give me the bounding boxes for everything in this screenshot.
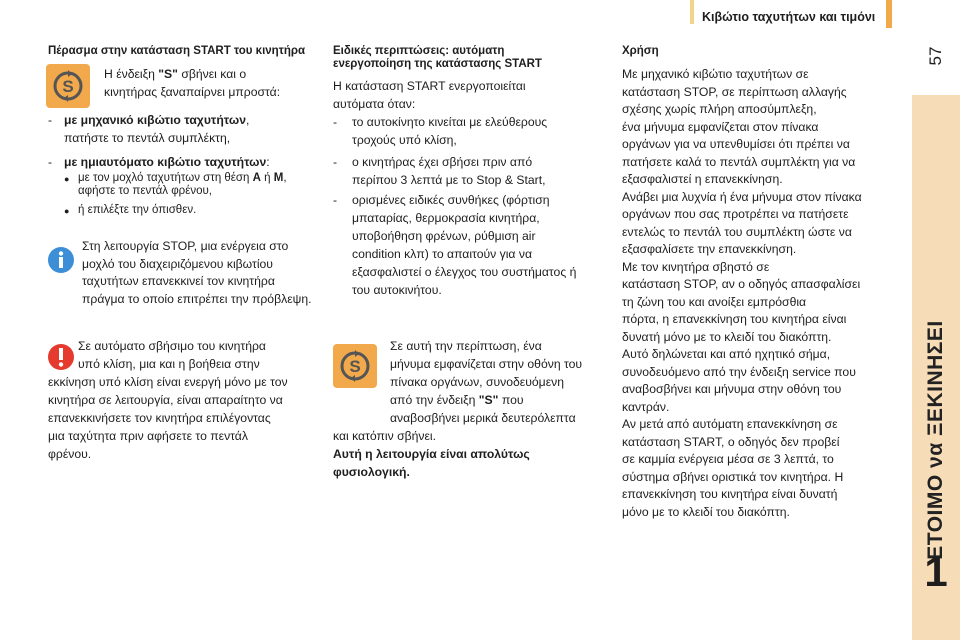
warning-line-3: εκκίνηση υπό κλίση είναι ενεργή μόνο με τον (48, 375, 288, 389)
list-item-3-line-5: εξασφαλιστεί ο έλεγχος του συστήματος ή (352, 265, 577, 279)
usage-title: Χρήση (622, 45, 659, 57)
usage-line: μόνο με το κλειδί του διακόπτη. (622, 504, 790, 519)
list-item-3-line-1: ορισμένες ειδικές συνθήκες (φόρτιση (352, 193, 550, 207)
list-item-1-line-1: το αυτοκίνητο κινείται με ελεύθερους (352, 115, 548, 129)
auto-start-intro-2: αυτόματα όταν: (333, 97, 416, 111)
usage-line: κατάσταση START, ο οδηγός δεν προβεί (622, 434, 840, 449)
usage-line: σχέσης χωρίς πλήρη αποσύμπλεξη, (622, 102, 817, 116)
usage-line: Με μηχανικό κιβώτιο ταχυτήτων σε (622, 67, 809, 81)
usage-line: Αυτό δηλώνεται και από ηχητικό σήμα, (622, 347, 831, 361)
usage-line: συνοδευόμενο από την ένδειξη service που (622, 364, 856, 379)
semi-auto-bullet-dash: - (48, 155, 53, 169)
warning-line-5: επανεκκινήσετε τον κινητήρα επιλέγοντας (48, 411, 271, 425)
header-divider (690, 0, 694, 24)
list-item-3-line-3: υποβοήθηση φρένων, ρύθμιση air (352, 229, 536, 243)
usage-line: κατάσταση STOP, σε περίπτωση αλλαγής (622, 84, 847, 99)
page-number: 57 (926, 46, 945, 66)
usage-line: οργάνων που σας προτρέπει να πατήσετε (622, 207, 849, 221)
list-dash-2: - (333, 155, 338, 169)
usage-line: οργάνων για να υπενθυμίσει ότι πρέπει να (622, 137, 850, 151)
list-item-3-line-2: μπαταρίας, θερμοκρασία κινητήρα, (352, 211, 540, 225)
stop-start-icon (46, 64, 90, 113)
auto-note-line-2: μήνυμα εμφανίζεται στην οθόνη του (390, 357, 583, 371)
sub-bullet-1-line-2: αφήστε το πεντάλ φρένου, (78, 185, 212, 197)
list-item-3-line-4: condition κλπ) το απαιτούν για να (352, 247, 532, 261)
usage-line: Με τον κινητήρα σβηστό σε (622, 259, 770, 274)
usage-line: καντράν. (622, 399, 670, 414)
usage-line: αναβοσβήνει και μήνυμα στην οθόνη του (622, 382, 842, 396)
usage-line: πατήσετε καλά το πεντάλ συμπλέκτη για να (622, 154, 856, 169)
warning-line-1: Σε αυτόματο σβήσιμο του κινητήρα (78, 339, 266, 353)
list-item-3-line-6: του αυτοκινήτου. (352, 283, 442, 297)
svg-text:S: S (62, 77, 74, 96)
semi-auto-gearbox-line: με ημιαυτόματο κιβώτιο ταχυτήτων: (64, 155, 270, 169)
usage-line: εξασφαλίσετε την επανεκκίνηση. (622, 242, 797, 256)
sub-bullet-1: ● με τον μοχλό ταχυτήτων στη θέση A ή M, (78, 171, 287, 185)
intro-line-1: Η ένδειξη "S" σβήνει και ο (104, 67, 247, 81)
info-icon (46, 245, 76, 280)
warning-line-4: κινητήρα σε λειτουργία, είναι απαραίτητο να (48, 393, 283, 407)
usage-line: Αν μετά από αυτόματη επανεκκίνηση σε (622, 417, 838, 431)
manual-bullet-dash: - (48, 113, 53, 127)
usage-line: εξασφαλιστεί η επανεκκίνηση. (622, 172, 783, 186)
svg-text:S: S (349, 357, 361, 376)
special-cases-title-1: Ειδικές περιπτώσεις: αυτόματη (333, 45, 505, 57)
usage-line: σύστημα σβήνει οριστικά τον κινητήρα. Η (622, 469, 844, 484)
restart-title: Πέρασμα στην κατάσταση START του κινητήρα (48, 45, 306, 57)
usage-line: κατάσταση STOP, αν ο οδηγός απασφαλίσει (622, 277, 861, 291)
list-dash-3: - (333, 193, 338, 207)
stop-start-icon (333, 344, 377, 393)
list-dash-1: - (333, 115, 338, 129)
warning-icon (46, 342, 76, 377)
auto-note-line-1: Σε αυτή την περίπτωση, ένα (390, 339, 542, 353)
manual-gearbox-instruction: πατήστε το πεντάλ συμπλέκτη, (64, 131, 231, 145)
auto-start-intro-1: Η κατάσταση START ενεργοποιείται (333, 79, 526, 93)
auto-note-line-6: και κατόπιν σβήνει. (333, 429, 437, 443)
auto-note-line-5: αναβοσβήνει μερικά δευτερόλεπτα (390, 411, 576, 425)
auto-note-line-4: από την ένδειξη "S" που (390, 393, 524, 407)
usage-line: σε καμμία ενέργεια μέσα σε 3 λεπτά, το (622, 452, 834, 466)
normal-operation-line-2: φυσιολογική. (333, 465, 410, 479)
usage-line: ένα μήνυμα εμφανίζεται στον πίνακα (622, 119, 819, 134)
usage-body (622, 66, 892, 521)
usage-line: επανεκκίνηση του κινητήρα είναι δυνατή (622, 487, 838, 501)
usage-line: δυνατή μόνο με το κλειδί του διακόπτη. (622, 329, 832, 344)
section-title: Κιβώτιο ταχυτήτων και τιμόνι (702, 10, 876, 24)
intro-line-2: κινητήρας ξαναπαίρνει μπροστά: (104, 85, 281, 99)
header-accent-bar (886, 0, 892, 28)
usage-line: εντελώς το πεντάλ του συμπλέκτη ώστε να (622, 224, 852, 239)
usage-line: Ανάβει μια λυχνία ή ένα μήνυμα στον πίνακα (622, 189, 862, 204)
list-item-2-line-1: ο κινητήρας έχει σβήσει πριν από (352, 155, 533, 169)
usage-line: πόρτα, η επανεκκίνηση του κινητήρα είναι (622, 312, 847, 326)
usage-line: τη ζώνη του και ανοίξει εμπρόσθια (622, 294, 807, 309)
warning-line-2: υπό κλίση, μια και η βοήθεια στην (78, 357, 260, 371)
auto-note-line-3: πίνακα οργάνων, συνοδευόμενη (390, 375, 565, 389)
info-note: Στη λειτουργία STOP, μια ενέργεια στο μοχλό του διαχειριζόμενου κιβωτίου ταχυτήτων επανεκκινεί τον κινητήρα πράγμα το οποίο επιτρέπει την πρόβλεψη. (82, 239, 312, 306)
list-item-2-line-2: περίπου 3 λεπτά με το Stop & Start, (352, 173, 546, 187)
chapter-number: 1 (924, 548, 948, 595)
warning-line-6: μια ταχύτητα πριν αφήσετε το πεντάλ (48, 429, 248, 443)
normal-operation-line-1: Αυτή η λειτουργία είναι απολύτως (333, 447, 530, 461)
chapter-title: ΕΤΟΙΜΟ να ΞΕΚΙΝΗΣΕΙ (924, 320, 947, 560)
special-cases-title-2: ενεργοποίηση της κατάστασης START (333, 58, 542, 70)
warning-line-7: φρένου. (48, 447, 92, 461)
list-item-1-line-2: τροχούς υπό κλίση, (352, 133, 457, 147)
manual-gearbox-line: με μηχανικό κιβώτιο ταχυτήτων, (64, 113, 250, 127)
sub-bullet-2: ● ή επιλέξτε την όπισθεν. (78, 203, 196, 217)
